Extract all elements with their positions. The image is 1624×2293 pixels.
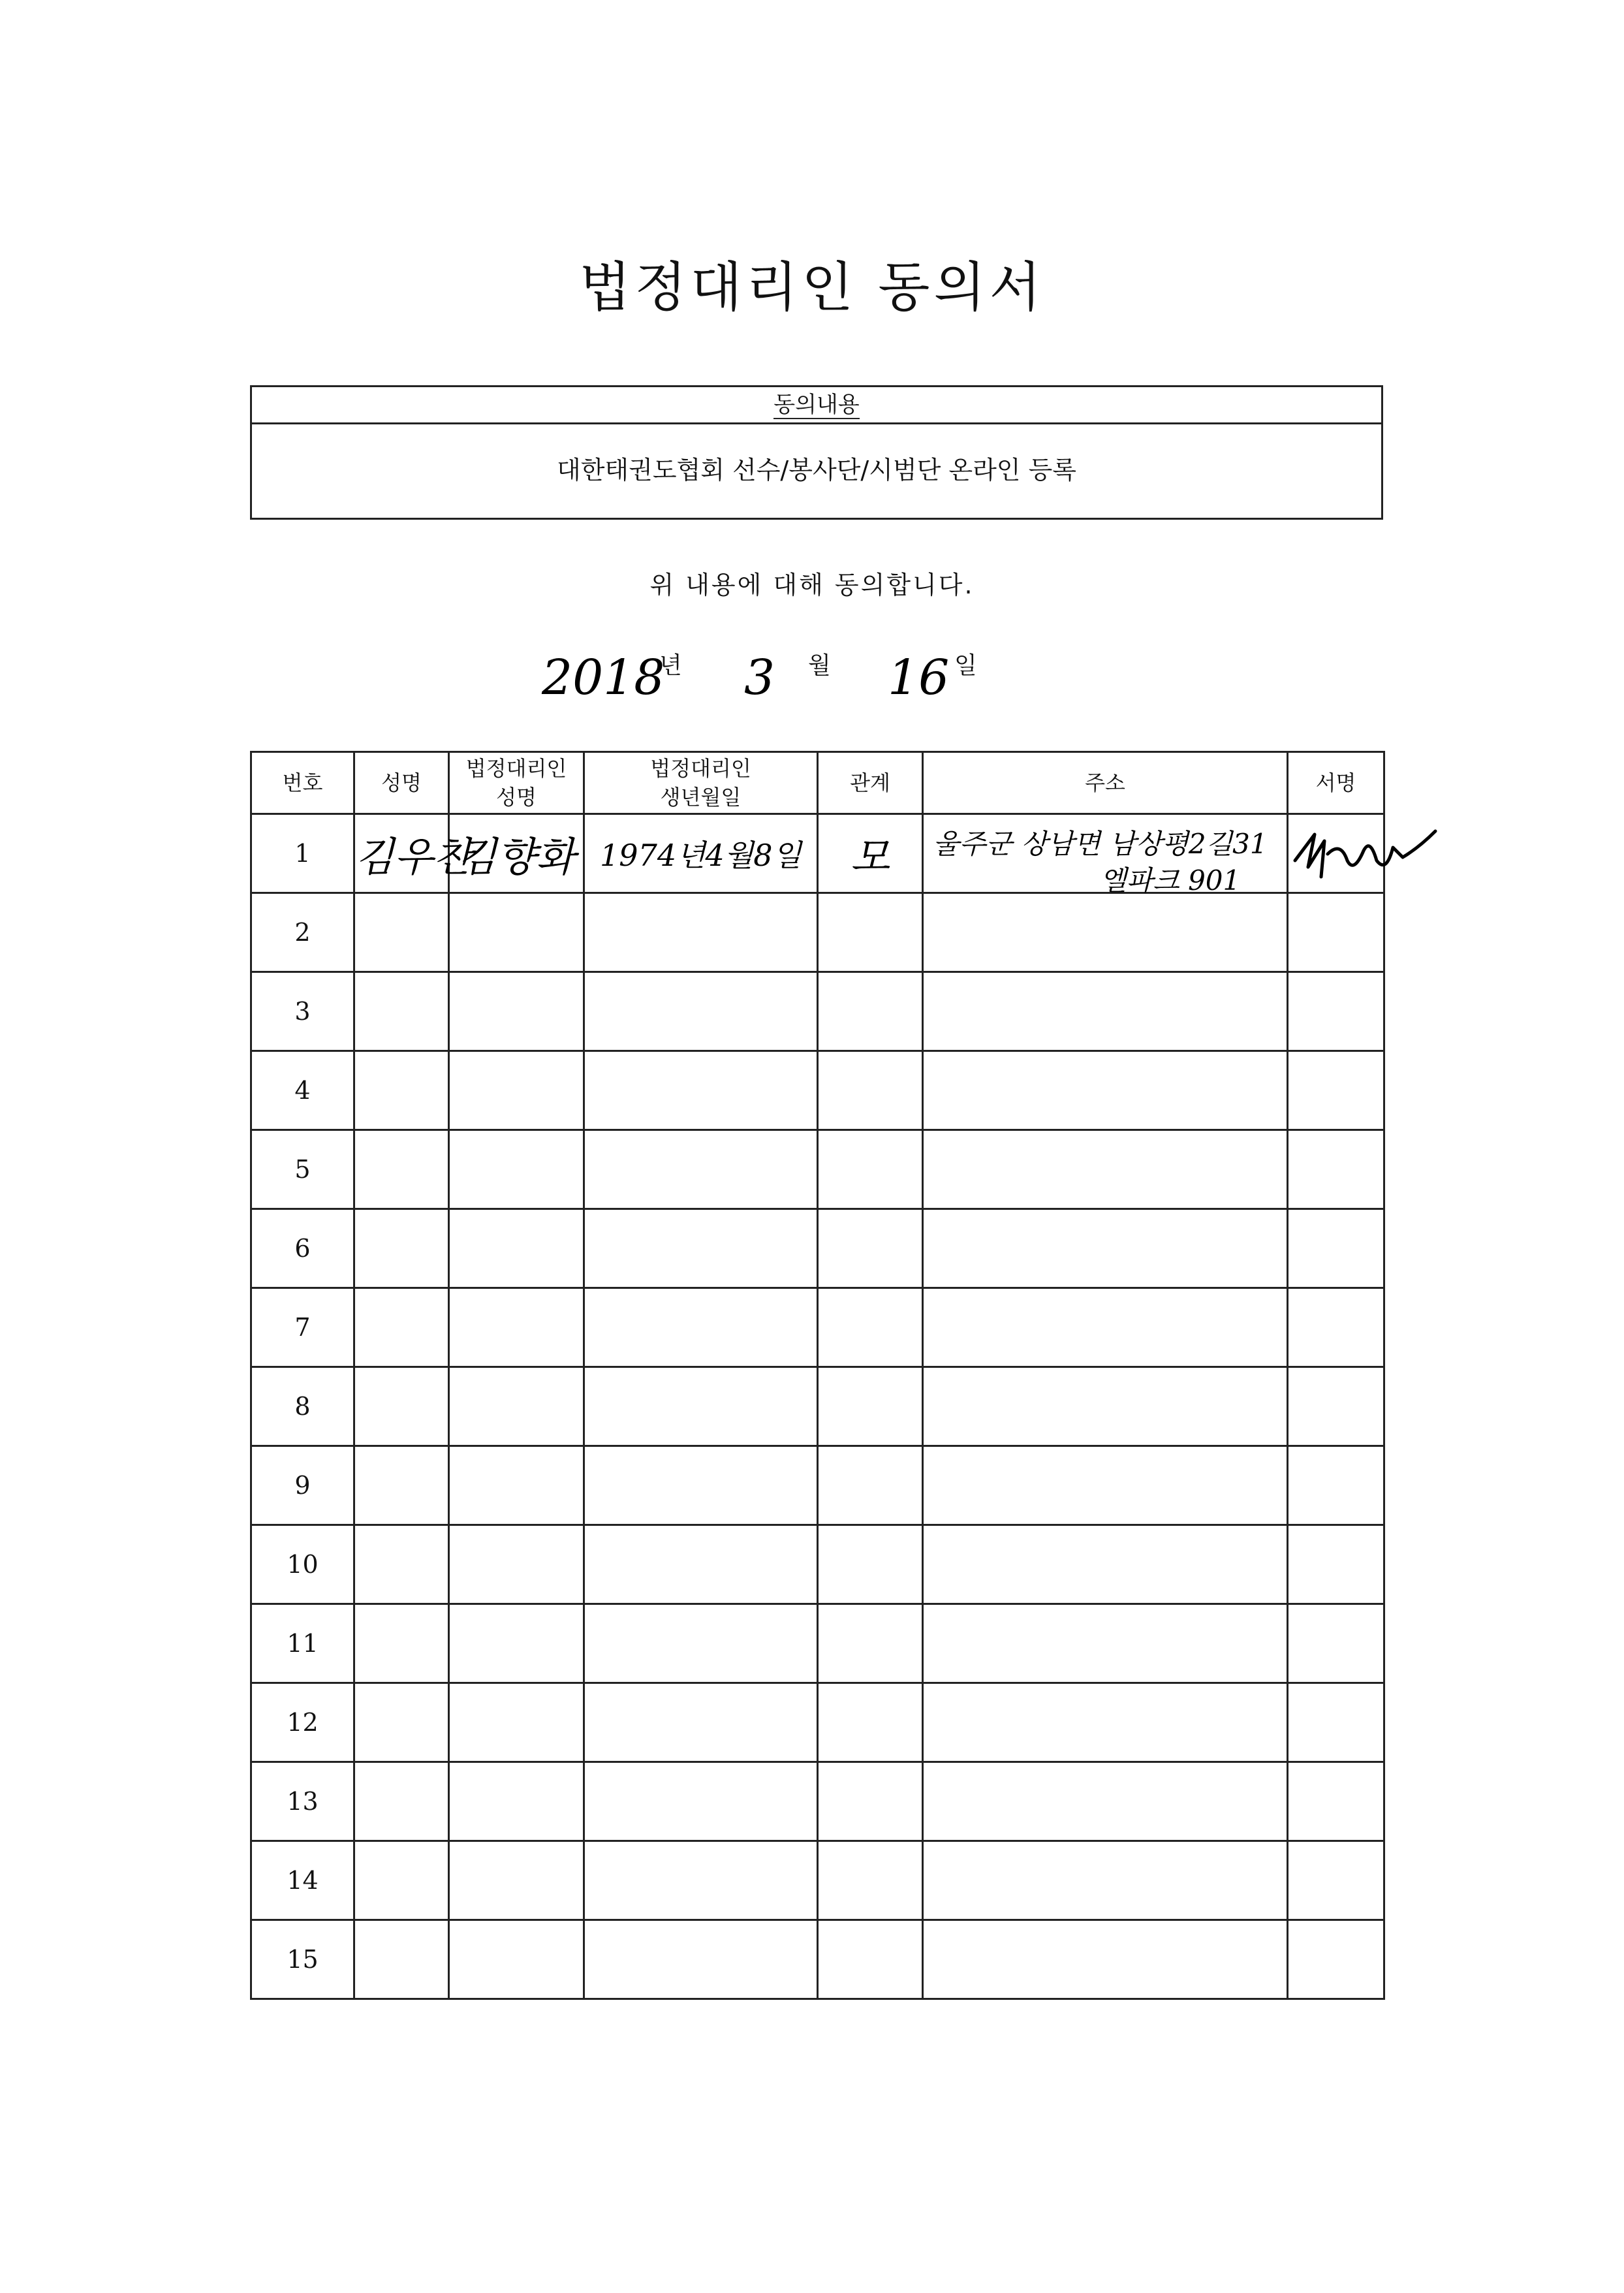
row-guardian-birth bbox=[584, 1209, 818, 1288]
row-num: 2 bbox=[251, 893, 354, 972]
table-row bbox=[251, 1209, 1384, 1288]
row-guardian-name bbox=[449, 1604, 584, 1683]
date-year-unit: 년 bbox=[659, 652, 682, 679]
header-guardian-birth-line2: 생년월일 bbox=[660, 785, 742, 810]
row-guardian-birth bbox=[584, 972, 818, 1051]
row-guardian-birth bbox=[584, 1051, 818, 1130]
row-signature bbox=[1288, 1920, 1384, 1999]
consent-body: 대한태권도협회 선수/봉사단/시범단 온라인 등록 bbox=[556, 456, 1076, 484]
date-line bbox=[542, 643, 1129, 715]
document-title: 법정대리인 동의서 bbox=[579, 257, 1045, 319]
row-relation bbox=[818, 1209, 923, 1288]
table-row bbox=[251, 1051, 1384, 1130]
row-num: 8 bbox=[251, 1367, 354, 1446]
header-guardian-birth-line1: 법정대리인 bbox=[650, 756, 751, 781]
row-relation bbox=[818, 1920, 923, 1999]
roster-body bbox=[251, 814, 1384, 1999]
row-guardian-name bbox=[449, 1130, 584, 1209]
row-relation bbox=[818, 1683, 923, 1762]
row-guardian-birth bbox=[584, 1446, 818, 1525]
table-row bbox=[251, 972, 1384, 1051]
row-guardian-birth bbox=[584, 1604, 818, 1683]
table-row bbox=[251, 1288, 1384, 1367]
row-guardian-birth bbox=[584, 1525, 818, 1604]
row-guardian-name bbox=[449, 1209, 584, 1288]
row-address bbox=[923, 1288, 1288, 1367]
header-guardian-birth bbox=[584, 752, 818, 814]
row-address bbox=[923, 1446, 1288, 1525]
row-guardian-name bbox=[449, 893, 584, 972]
consent-header-label: 동의내용 bbox=[773, 392, 860, 418]
row-address bbox=[923, 1130, 1288, 1209]
row-address bbox=[923, 893, 1288, 972]
row-guardian-name bbox=[449, 1367, 584, 1446]
row-signature bbox=[1288, 1841, 1384, 1920]
address-line1: 울주군 상남면 남상평2길31 bbox=[933, 828, 1268, 860]
row-name bbox=[354, 1209, 449, 1288]
table-row bbox=[251, 1920, 1384, 1999]
address-line2: 엘파크 901 bbox=[1100, 864, 1241, 896]
row-guardian-birth bbox=[584, 1683, 818, 1762]
table-row bbox=[251, 1841, 1384, 1920]
row-num: 10 bbox=[251, 1525, 354, 1604]
row-signature bbox=[1288, 893, 1384, 972]
header-guardian-name-line1: 법정대리인 bbox=[465, 756, 567, 781]
row-relation bbox=[818, 972, 923, 1051]
table-row bbox=[251, 814, 1384, 893]
row-relation bbox=[818, 893, 923, 972]
row-signature bbox=[1288, 1762, 1384, 1841]
row-address bbox=[923, 1683, 1288, 1762]
row-num: 7 bbox=[251, 1288, 354, 1367]
row-signature bbox=[1288, 1525, 1384, 1604]
row-num: 11 bbox=[251, 1604, 354, 1683]
agree-statement: 위 내용에 대해 동의합니다. bbox=[649, 571, 975, 599]
row-guardian-name bbox=[449, 972, 584, 1051]
row-address bbox=[923, 972, 1288, 1051]
row-guardian-name bbox=[449, 1683, 584, 1762]
row-guardian-name bbox=[449, 1841, 584, 1920]
row-signature bbox=[1288, 1683, 1384, 1762]
header-address: 주소 bbox=[923, 752, 1288, 814]
row-guardian-birth bbox=[584, 1762, 818, 1841]
row-relation bbox=[818, 1130, 923, 1209]
row-num: 1 bbox=[251, 814, 354, 893]
row-address bbox=[923, 1841, 1288, 1920]
header-guardian-name bbox=[449, 752, 584, 814]
table-row bbox=[251, 1367, 1384, 1446]
row-guardian-birth bbox=[584, 1920, 818, 1999]
row-name bbox=[354, 972, 449, 1051]
row-name bbox=[354, 1288, 449, 1367]
row-num: 9 bbox=[251, 1446, 354, 1525]
row-guardian-birth bbox=[584, 1288, 818, 1367]
row-name bbox=[354, 1051, 449, 1130]
roster-table bbox=[250, 751, 1385, 2000]
row-guardian-birth: 1974년4월8일 bbox=[584, 814, 818, 893]
row-num: 5 bbox=[251, 1130, 354, 1209]
row-signature bbox=[1288, 1288, 1384, 1367]
row-guardian-birth bbox=[584, 1130, 818, 1209]
row-guardian-name bbox=[449, 1446, 584, 1525]
table-row bbox=[251, 1762, 1384, 1841]
row-address bbox=[923, 1762, 1288, 1841]
table-row bbox=[251, 893, 1384, 972]
row-signature bbox=[1288, 1130, 1384, 1209]
date-day-unit: 일 bbox=[954, 652, 977, 679]
row-guardian-name bbox=[449, 1288, 584, 1367]
row-name bbox=[354, 1367, 449, 1446]
row-signature bbox=[1288, 972, 1384, 1051]
row-relation bbox=[818, 1762, 923, 1841]
row-num: 3 bbox=[251, 972, 354, 1051]
table-row bbox=[251, 1604, 1384, 1683]
row-relation: 모 bbox=[818, 814, 923, 893]
row-guardian-birth bbox=[584, 1841, 818, 1920]
row-name bbox=[354, 1920, 449, 1999]
row-num: 13 bbox=[251, 1762, 354, 1841]
date-month-handwritten: 3 bbox=[744, 650, 775, 706]
header-name: 성명 bbox=[354, 752, 449, 814]
table-row bbox=[251, 1446, 1384, 1525]
row-address bbox=[923, 1920, 1288, 1999]
row-address bbox=[923, 814, 1288, 896]
row-guardian-name bbox=[449, 1762, 584, 1841]
row-num: 15 bbox=[251, 1920, 354, 1999]
row-signature bbox=[1288, 1051, 1384, 1130]
row-signature bbox=[1288, 814, 1384, 893]
signature-scribble bbox=[1288, 821, 1439, 887]
row-guardian-name: 김향화 bbox=[449, 814, 584, 893]
row-name bbox=[354, 1446, 449, 1525]
row-name bbox=[354, 1683, 449, 1762]
row-relation bbox=[818, 1288, 923, 1367]
header-signature: 서명 bbox=[1288, 752, 1384, 814]
row-signature bbox=[1288, 1367, 1384, 1446]
date-month-unit: 월 bbox=[808, 652, 831, 679]
row-name bbox=[354, 893, 449, 972]
signature-image bbox=[1288, 815, 1383, 892]
row-relation bbox=[818, 1446, 923, 1525]
row-address bbox=[923, 1051, 1288, 1130]
table-row bbox=[251, 1683, 1384, 1762]
consent-box bbox=[250, 385, 1383, 520]
date-year-handwritten: 2018 bbox=[542, 650, 665, 706]
row-relation bbox=[818, 1367, 923, 1446]
header-relation: 관계 bbox=[818, 752, 923, 814]
row-guardian-birth bbox=[584, 893, 818, 972]
header-row bbox=[251, 752, 1384, 814]
row-num: 12 bbox=[251, 1683, 354, 1762]
row-name: 김우찬 bbox=[354, 814, 449, 893]
date-day-handwritten: 16 bbox=[888, 650, 950, 706]
row-name bbox=[354, 1130, 449, 1209]
row-name bbox=[354, 1525, 449, 1604]
row-guardian-name bbox=[449, 1525, 584, 1604]
row-guardian-birth bbox=[584, 1367, 818, 1446]
row-num: 14 bbox=[251, 1841, 354, 1920]
row-signature bbox=[1288, 1209, 1384, 1288]
row-num: 4 bbox=[251, 1051, 354, 1130]
row-relation bbox=[818, 1604, 923, 1683]
row-signature bbox=[1288, 1446, 1384, 1525]
table-row bbox=[251, 1130, 1384, 1209]
address-handwritten bbox=[924, 815, 1287, 896]
row-name bbox=[354, 1841, 449, 1920]
row-num: 6 bbox=[251, 1209, 354, 1288]
row-relation bbox=[818, 1525, 923, 1604]
row-name bbox=[354, 1762, 449, 1841]
row-address bbox=[923, 1604, 1288, 1683]
header-guardian-name-line2: 성명 bbox=[496, 785, 537, 810]
header-num: 번호 bbox=[251, 752, 354, 814]
row-relation bbox=[818, 1841, 923, 1920]
row-guardian-name bbox=[449, 1920, 584, 1999]
row-address bbox=[923, 1209, 1288, 1288]
row-relation bbox=[818, 1051, 923, 1130]
table-row bbox=[251, 1525, 1384, 1604]
row-signature bbox=[1288, 1604, 1384, 1683]
row-guardian-name bbox=[449, 1051, 584, 1130]
row-address bbox=[923, 1367, 1288, 1446]
row-address bbox=[923, 1525, 1288, 1604]
row-name bbox=[354, 1604, 449, 1683]
consent-header bbox=[252, 387, 1381, 424]
